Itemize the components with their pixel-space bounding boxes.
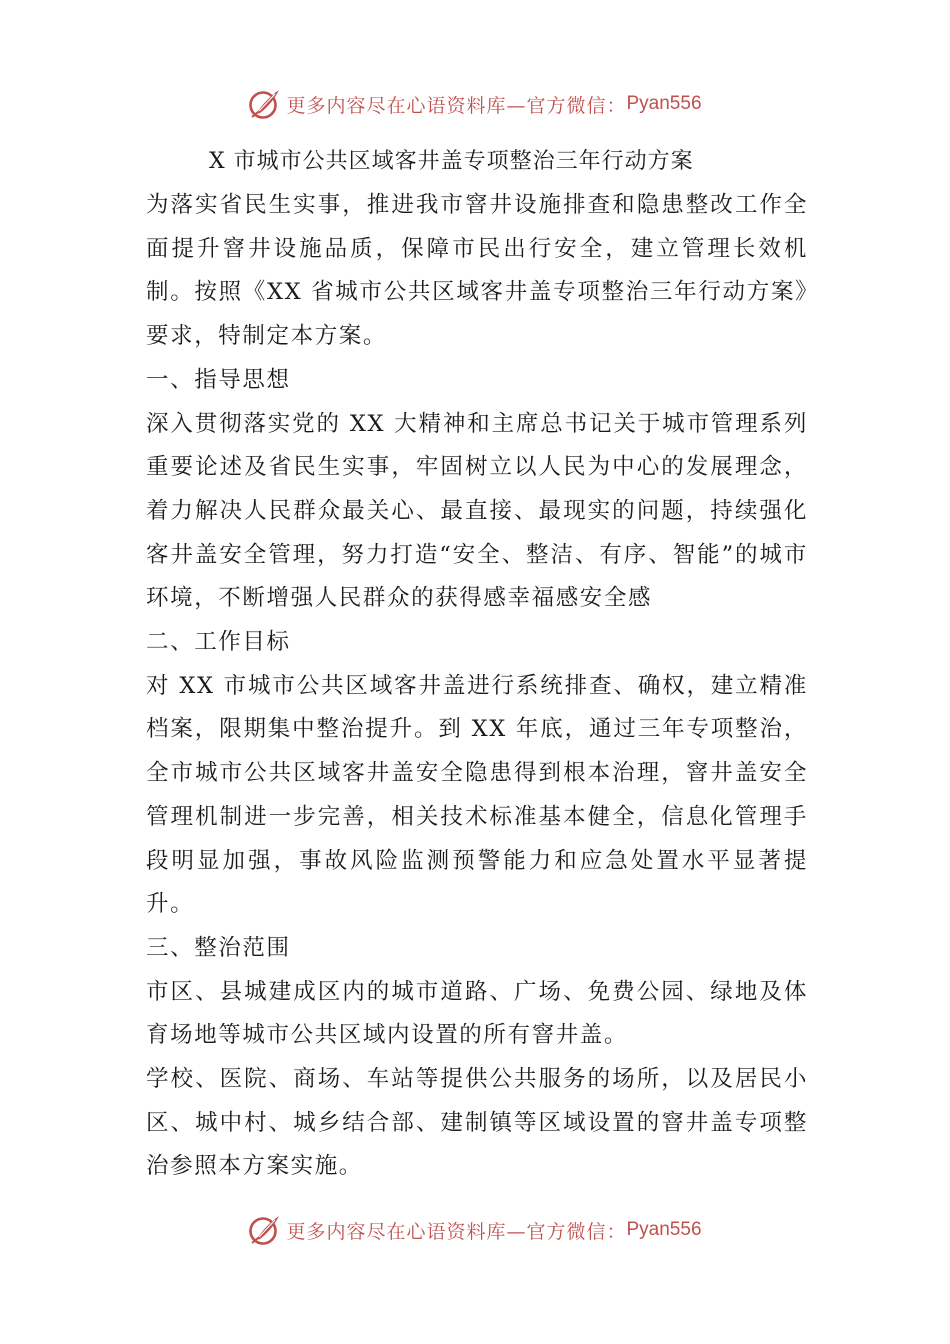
quill-logo-icon: [248, 87, 282, 121]
section-paragraph: 深入贯彻落实党的 XX 大精神和主席总书记关于城市管理系列重要论述及省民生实事，牢固树立以人民为中心的发展理念，着力解决人民群众最关心、最直接、最现实的问题，持续强化客井盖安全管理，努力打造“安全、整洁、有序、智能”的城市环境，不断增强人民群众的获得感幸福感安全感: [146, 410, 808, 612]
section-heading: 一、指导思想: [146, 366, 291, 393]
quill-logo-icon: [248, 1213, 282, 1247]
banner-wechat-id: Pyan556: [626, 93, 702, 114]
section-scope: [146, 927, 808, 1189]
document-title: X 市城市公共区域客井盖专项整治三年行动方案: [209, 149, 694, 174]
banner-text: 更多内容尽在心语资料库—官方微信：: [286, 1220, 627, 1243]
section-paragraph: 学校、医院、商场、车站等提供公共服务的场所，以及居民小区、城中村、城乡结合部、建制镇等区域设置的窨井盖专项整治参照本方案实施。: [146, 1066, 808, 1180]
banner-wechat-id: Pyan556: [626, 1219, 702, 1240]
section-paragraph: 对 XX 市城市公共区域客井盖进行系统排查、确权，建立精准档案，限期集中整治提升。到 XX 年底，通过三年专项整治，全市城市公共区域客井盖安全隐患得到根本治理，窨井盖安全管理机制进一步完善，相关技术标准基本健全，信息化管理手段明显加强，事故风险监测预警能力和应急处置水平显著提升。: [146, 672, 808, 918]
banner-text: 更多内容尽在心语资料库—官方微信：: [286, 94, 627, 117]
document-body: [146, 140, 808, 1189]
section-heading: 二、工作目标: [146, 629, 291, 656]
intro-paragraph: 为落实省民生实事，推进我市窨井设施排查和隐患整改工作全面提升窨井设施品质，保障市民出行安全，建立管理长效机制。按照《XX 省城市公共区域客井盖专项整治三年行动方案》要求，特制定本方案。: [146, 192, 808, 350]
section-heading: 三、整治范围: [146, 934, 291, 961]
section-work-goals: [146, 621, 808, 927]
header-banner: [0, 84, 950, 124]
footer-banner: [0, 1210, 950, 1250]
section-guiding-ideology: [146, 359, 808, 621]
section-paragraph: 市区、县城建成区内的城市道路、广场、免费公园、绿地及体育场地等城市公共区域内设置的所有窨井盖。: [146, 978, 808, 1049]
